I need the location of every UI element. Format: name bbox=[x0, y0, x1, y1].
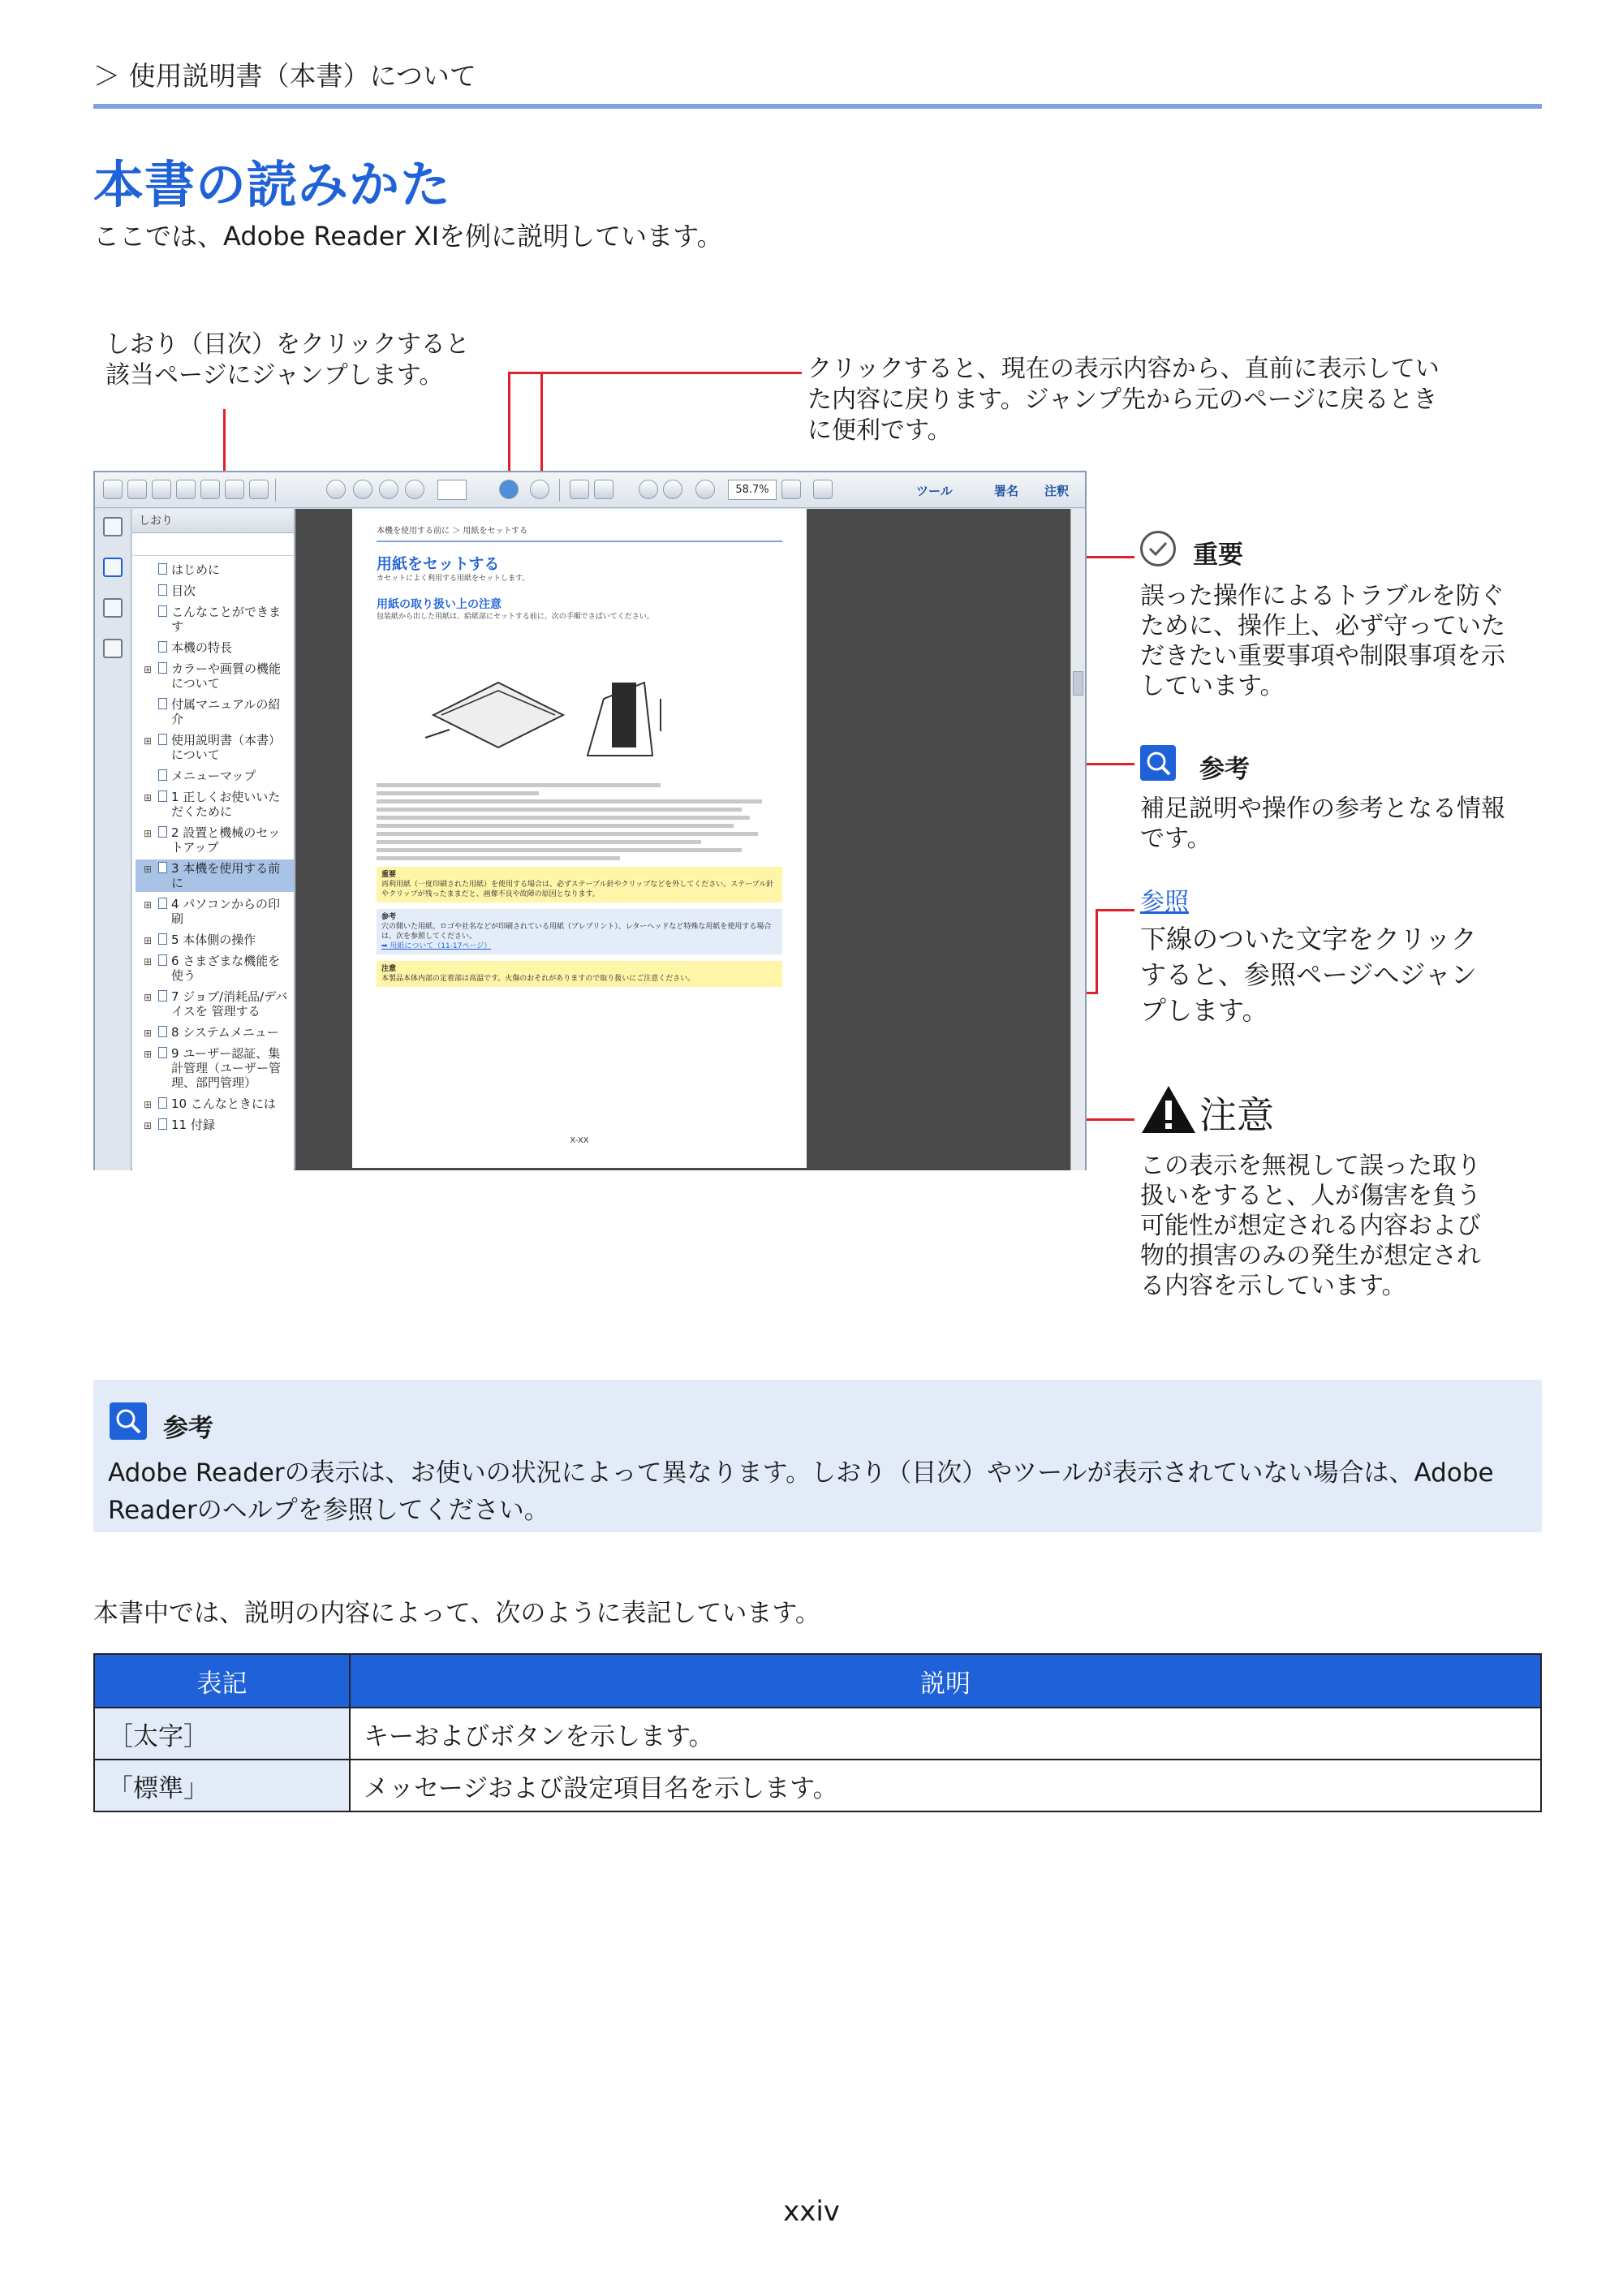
reader-screenshot bbox=[93, 471, 1087, 1170]
bookmark-item[interactable] bbox=[136, 824, 294, 856]
bookmark-page-icon bbox=[158, 641, 167, 653]
pdf-note-text: 穴の開いた用紙、ロゴや社名などが印刷されている用紙（プレプリント）、レターヘッドなど特殊な用紙を使用する場合は、次を参照してください。 bbox=[381, 923, 772, 941]
reader-toolbar bbox=[95, 472, 1085, 508]
expand-icon[interactable]: ⊞ bbox=[144, 1120, 153, 1131]
pdf-heading-text: 包装紙から出した用紙は、給紙部にセットする前に、次の手順でさばいてください。 bbox=[377, 613, 654, 621]
bookmark-label: 4 パソコンからの印刷 bbox=[171, 897, 281, 926]
expand-icon[interactable]: ⊞ bbox=[144, 828, 153, 839]
note-label: 参考 bbox=[1199, 755, 1250, 784]
note-box bbox=[93, 1380, 1542, 1532]
leader-reference-v bbox=[1096, 909, 1098, 994]
bookmark-item[interactable] bbox=[136, 1023, 294, 1041]
attachments-icon[interactable] bbox=[103, 598, 123, 618]
bookmark-page-icon bbox=[158, 990, 167, 1002]
reference-description: 下線のついた文字をクリックすると、参照ページへジャンプします。 bbox=[1140, 924, 1477, 1026]
bookmark-page-icon bbox=[158, 662, 167, 674]
leader-back-h bbox=[508, 372, 802, 374]
bookmark-label: カラーや画質の機能について bbox=[171, 661, 282, 691]
leader-back-v2 bbox=[540, 372, 543, 485]
bookmark-page-icon bbox=[158, 1026, 167, 1037]
bookmark-page-icon bbox=[158, 584, 167, 596]
bookmark-page-icon bbox=[158, 734, 167, 745]
caution-label: 注意 bbox=[1199, 1093, 1274, 1137]
expand-icon[interactable]: ⊞ bbox=[144, 1099, 153, 1110]
bookmark-label: 9 ユーザー認証、集計管理（ユーザー管理、部門管理） bbox=[171, 1046, 282, 1090]
bookmark-item[interactable] bbox=[136, 767, 294, 785]
pdf-title: 用紙をセットする bbox=[377, 555, 500, 573]
bookmarks-options-bar[interactable] bbox=[132, 533, 294, 556]
bookmark-page-icon bbox=[158, 826, 167, 838]
expand-icon[interactable]: ⊞ bbox=[144, 864, 153, 875]
mail-icon[interactable] bbox=[249, 480, 269, 499]
bookmark-page-icon bbox=[158, 1118, 167, 1130]
zoom-dropdown-icon[interactable] bbox=[781, 480, 801, 499]
table-cell: ［太字］ bbox=[94, 1708, 350, 1760]
table-cell: メッセージおよび設定項目名を示します。 bbox=[350, 1760, 1541, 1811]
paper-fanning-illustration bbox=[377, 634, 782, 772]
bookmark-item[interactable] bbox=[136, 895, 294, 928]
print-icon[interactable] bbox=[225, 480, 244, 499]
page-number-input[interactable] bbox=[437, 480, 467, 500]
bookmark-callout: しおり（目次）をクリックすると該当ページにジャンプします。 bbox=[105, 330, 470, 390]
zoom-out-icon[interactable] bbox=[663, 480, 682, 499]
table-row bbox=[94, 1708, 1541, 1760]
pdf-note-label: 参考 bbox=[381, 913, 397, 921]
header-divider bbox=[93, 104, 1542, 109]
bookmark-item[interactable] bbox=[136, 788, 294, 821]
bookmark-item[interactable] bbox=[136, 1045, 294, 1092]
notation-lead-text: 本書中では、説明の内容によって、次のように表記しています。 bbox=[93, 1599, 820, 1628]
bookmark-label: 目次 bbox=[171, 584, 196, 598]
bookmark-label: メニューマップ bbox=[171, 769, 256, 783]
reference-link-sample[interactable]: 参照 bbox=[1140, 888, 1189, 916]
edit-icon[interactable] bbox=[152, 480, 171, 499]
bookmark-item[interactable] bbox=[136, 639, 294, 657]
notation-table bbox=[93, 1653, 1542, 1812]
bookmarks-panel-title: しおり bbox=[132, 509, 294, 533]
caution-description: この表示を無視して誤った取り扱いをすると、人が傷害を負う可能性が想定される内容および物的損害のみの発生が想定される内容を示しています。 bbox=[1140, 1152, 1481, 1300]
bookmark-item[interactable] bbox=[136, 952, 294, 984]
bookmark-page-icon bbox=[158, 769, 167, 781]
expand-icon[interactable]: ⊞ bbox=[144, 1027, 153, 1039]
pdf-important-text: 再利用紙（一度印刷された用紙）を使用する場合は、必ずステープル針やクリップなどを外してください。ステープル針やクリップが残ったままだと、画像不良や故障の原因となります。 bbox=[381, 881, 774, 898]
note-box-text: Adobe Readerの表示は、お使いの状況によって異なります。しおり（目次）やツールが表示されていない場合は、Adobe Readerのヘルプを参照してください。 bbox=[108, 1458, 1494, 1525]
pdf-subtitle: カセットによく利用する用紙をセットします。 bbox=[377, 575, 530, 583]
bookmark-page-icon bbox=[158, 605, 167, 617]
bookmark-item[interactable] bbox=[136, 859, 294, 892]
expand-icon[interactable]: ⊞ bbox=[144, 935, 153, 946]
bookmark-label: 本機の特長 bbox=[171, 640, 233, 655]
last-page-icon[interactable] bbox=[405, 480, 424, 499]
important-description: 誤った操作によるトラブルを防ぐために、操作上、必ず守っていただきたい重要事項や制限事項を示しています。 bbox=[1140, 582, 1505, 700]
bookmark-item[interactable] bbox=[136, 931, 294, 949]
bookmark-item[interactable] bbox=[136, 1095, 294, 1113]
create-pdf-icon[interactable] bbox=[103, 480, 123, 499]
bookmark-label: こんなことができます bbox=[171, 605, 282, 634]
page-title: 本書の読みかた bbox=[93, 155, 452, 214]
zoom-in-icon[interactable] bbox=[639, 480, 658, 499]
pdf-caution-label: 注意 bbox=[381, 965, 397, 973]
breadcrumb[interactable]: ＞ 使用説明書（本書）について bbox=[93, 60, 476, 92]
previous-view-icon[interactable] bbox=[499, 480, 519, 499]
bookmark-label: 5 本体側の操作 bbox=[171, 933, 256, 947]
first-page-icon[interactable] bbox=[326, 480, 346, 499]
bookmark-label: 2 設置と機械のセットアップ bbox=[171, 825, 281, 855]
bookmark-page-icon bbox=[158, 1097, 167, 1109]
vertical-scrollbar[interactable] bbox=[1070, 509, 1085, 1170]
zoom-minus-icon[interactable] bbox=[695, 480, 715, 499]
pdf-reference-link[interactable]: ➡ 用紙について（11-17ページ） bbox=[381, 942, 492, 950]
note-description: 補足説明や操作の参考となる情報です。 bbox=[1140, 795, 1505, 853]
bookmark-page-icon bbox=[158, 790, 167, 802]
bookmark-item[interactable] bbox=[136, 988, 294, 1020]
fit-page-icon[interactable] bbox=[813, 480, 833, 499]
note-box-icon bbox=[110, 1402, 147, 1440]
table-header-description: 説明 bbox=[350, 1654, 1541, 1708]
layers-icon[interactable] bbox=[103, 639, 123, 658]
pdf-caution-text: 本製品本体内部の定着部は高温です。火傷のおそれがありますので取り扱いにご注意ください。 bbox=[381, 975, 695, 983]
expand-icon[interactable]: ⊞ bbox=[144, 899, 153, 911]
leader-reference bbox=[1096, 909, 1134, 911]
create-icon[interactable] bbox=[127, 480, 147, 499]
bookmark-list bbox=[132, 556, 294, 1134]
bookmark-label: 6 さまざまな機能を使う bbox=[171, 954, 281, 983]
pdf-note-box bbox=[377, 909, 782, 954]
zoom-level-field[interactable]: 58.7% bbox=[728, 480, 777, 500]
pdf-page bbox=[352, 509, 807, 1168]
navigation-rail bbox=[95, 509, 131, 1170]
expand-icon[interactable]: ⊞ bbox=[144, 956, 153, 967]
bookmark-label: 7 ジョブ/消耗品/デバイスを 管理する bbox=[171, 989, 288, 1019]
bookmark-item[interactable] bbox=[136, 582, 294, 600]
save-icon[interactable] bbox=[200, 480, 220, 499]
bookmark-item[interactable] bbox=[136, 1116, 294, 1134]
bookmark-page-icon bbox=[158, 698, 167, 709]
bookmark-page-icon bbox=[158, 563, 167, 575]
pdf-body-text bbox=[377, 783, 782, 860]
bookmark-page-icon bbox=[158, 954, 167, 966]
table-header-notation: 表記 bbox=[94, 1654, 350, 1708]
bookmark-label: 使用説明書（本書）について bbox=[171, 733, 282, 762]
expand-icon[interactable]: ⊞ bbox=[144, 735, 153, 747]
bookmarks-panel bbox=[132, 509, 295, 1170]
table-cell: 「標準」 bbox=[94, 1760, 350, 1811]
pdf-breadcrumb: 本機を使用する前に ＞ 用紙をセットする bbox=[377, 527, 528, 536]
table-cell: キーおよびボタンを示します。 bbox=[350, 1708, 1541, 1760]
important-label: 重要 bbox=[1193, 541, 1243, 570]
bookmark-item[interactable] bbox=[136, 696, 294, 728]
bookmark-label: 8 システムメニュー bbox=[171, 1025, 279, 1040]
pdf-important-box bbox=[377, 867, 782, 902]
comment-pane-link[interactable]: 注釈 bbox=[1044, 484, 1070, 498]
expand-icon[interactable]: ⊞ bbox=[144, 792, 153, 803]
hand-tool-icon[interactable] bbox=[594, 480, 613, 499]
bookmark-label: 10 こんなときには bbox=[171, 1096, 276, 1111]
note-icon bbox=[1140, 745, 1176, 781]
bookmark-label: 11 付録 bbox=[171, 1118, 215, 1132]
expand-icon[interactable]: ⊞ bbox=[144, 664, 153, 675]
bookmark-label: 1 正しくお使いいただくために bbox=[171, 790, 281, 819]
sign-pane-link[interactable]: 署名 bbox=[994, 484, 1019, 498]
select-tool-icon[interactable] bbox=[570, 480, 589, 499]
expand-icon[interactable]: ⊞ bbox=[144, 1049, 153, 1060]
table-row bbox=[94, 1760, 1541, 1811]
next-view-icon[interactable] bbox=[530, 480, 549, 499]
expand-icon[interactable]: ⊞ bbox=[144, 992, 153, 1003]
bookmark-item[interactable] bbox=[136, 561, 294, 579]
bookmark-item[interactable] bbox=[136, 731, 294, 764]
prev-page-icon[interactable] bbox=[353, 480, 372, 499]
leader-back-v1 bbox=[508, 372, 510, 485]
bookmarks-icon[interactable] bbox=[103, 558, 123, 577]
pdf-heading: 用紙の取り扱い上の注意 bbox=[377, 598, 502, 611]
next-page-icon[interactable] bbox=[379, 480, 398, 499]
bookmark-page-icon bbox=[158, 933, 167, 945]
bookmark-label: 3 本機を使用する前に bbox=[171, 861, 281, 890]
tools-pane-link[interactable]: ツール bbox=[916, 484, 953, 498]
bookmark-page-icon bbox=[158, 1047, 167, 1058]
pdf-important-label: 重要 bbox=[381, 871, 397, 879]
bookmark-page-icon bbox=[158, 862, 167, 873]
page-thumbnails-icon[interactable] bbox=[103, 517, 123, 536]
bookmark-item[interactable] bbox=[136, 660, 294, 692]
bookmark-label: はじめに bbox=[171, 562, 221, 577]
cloud-icon[interactable] bbox=[176, 480, 196, 499]
back-button-callout: クリックすると、現在の表示内容から、直前に表示していた内容に戻ります。ジャンプ先から元のページに戻るときに便利です。 bbox=[807, 355, 1440, 445]
bookmark-item[interactable] bbox=[136, 603, 294, 635]
important-check-icon bbox=[1140, 531, 1176, 566]
bookmark-label: 付属マニュアルの紹介 bbox=[171, 697, 281, 726]
bookmark-page-icon bbox=[158, 898, 167, 909]
caution-warning-icon bbox=[1140, 1084, 1197, 1138]
pdf-page-number: X-XX bbox=[570, 1136, 589, 1145]
intro-text: ここでは、Adobe Reader XIを例に説明しています。 bbox=[93, 221, 723, 252]
pdf-caution-box bbox=[377, 961, 782, 987]
note-box-label: 参考 bbox=[163, 1414, 213, 1443]
page-number: xxiv bbox=[783, 2195, 840, 2228]
